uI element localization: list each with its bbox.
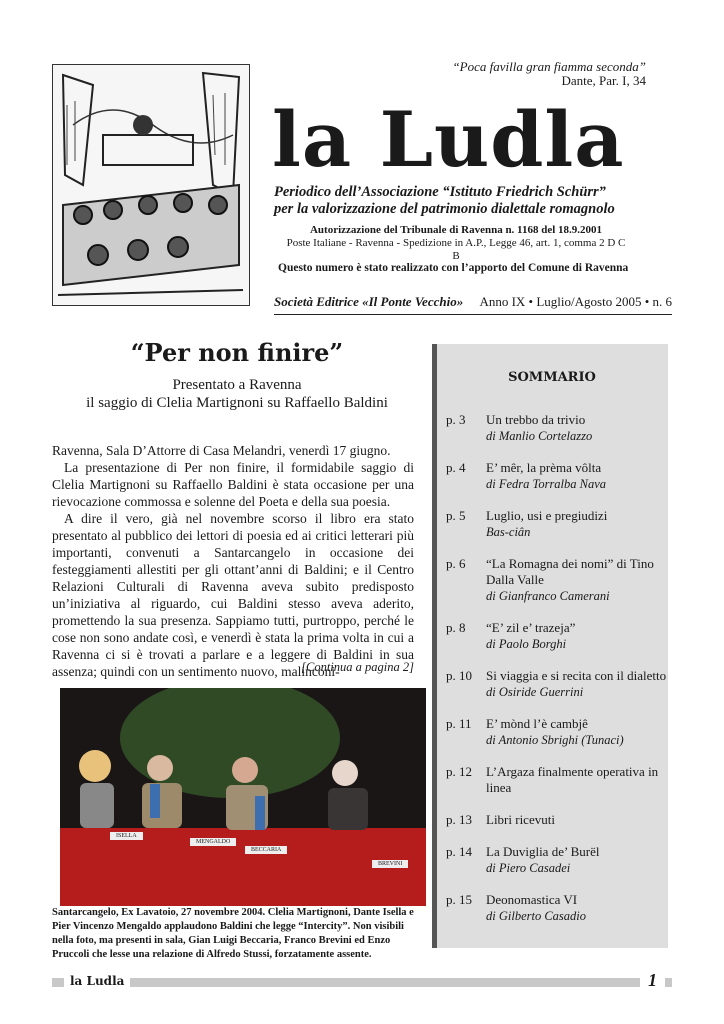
toc-item[interactable] [446, 716, 668, 748]
toc-title: E’ mêr, la prèma vôlta [486, 460, 602, 475]
toc-item[interactable] [446, 812, 668, 828]
kicker-line-1: Presentato a Ravenna [172, 377, 302, 393]
toc-item[interactable] [446, 508, 668, 540]
toc-title: Si viaggia e si recita con il dialetto [486, 668, 667, 683]
toc-item[interactable] [446, 764, 668, 796]
toc-item[interactable] [446, 668, 668, 700]
motto-source: Dante, Par. I, 34 [561, 73, 646, 88]
toc-title: “E’ zil e’ trazeja” [486, 620, 576, 635]
toc-item[interactable] [446, 412, 668, 444]
toc-author: di Manlio Cortelazzo [486, 429, 593, 443]
article-paragraph: Ravenna, Sala D’Attorre di Casa Melandri, venerdì 17 giugno. [52, 443, 391, 458]
toc-author: di Piero Casadei [486, 861, 571, 875]
toc-item[interactable] [446, 556, 668, 604]
masthead-logo: la Ludla [272, 95, 625, 184]
toc-page: p. 15 [446, 892, 472, 907]
toc-title: Deonomastica VI [486, 892, 578, 907]
toc-author: di Fedra Torralba Nava [486, 477, 607, 491]
sponsor-note: Questo numero è stato realizzato con l’apporto del Comune di Ravenna [278, 262, 629, 274]
masthead-illustration [52, 64, 250, 306]
placard-mengaldo: MENGALDO [190, 838, 236, 846]
toc-page: p. 8 [446, 620, 466, 635]
event-photo [60, 688, 426, 906]
table-of-contents [446, 412, 668, 940]
article-headline: “Per non finire” [130, 338, 344, 367]
subtitle-line-2: per la valorizzazione del patrimonio dialettale romagnolo [274, 201, 615, 217]
publisher: Società Editrice «Il Ponte Vecchio» [274, 294, 464, 309]
toc-item[interactable] [446, 620, 668, 652]
toc-page: p. 10 [446, 668, 472, 683]
toc-author: di Antonio Sbrighi (Tunaci) [486, 733, 624, 747]
toc-title: Un trebbo da trivio [486, 412, 586, 427]
masthead-subtitle [274, 184, 615, 218]
toc-page: p. 4 [446, 460, 466, 475]
placard-isella: ISELLA [110, 832, 143, 840]
subtitle-line-1: Periodico dell’Associazione “Istituto Friedrich Schürr” [274, 184, 606, 200]
motto [452, 60, 646, 88]
toc-page: p. 14 [446, 844, 472, 859]
toc-title: Libri ricevuti [486, 812, 555, 827]
issue-info: Anno IX • Luglio/Agosto 2005 • n. 6 [479, 294, 672, 309]
motto-quote: “Poca favilla gran fiamma seconda” [452, 59, 646, 74]
article-paragraph: La presentazione di Per non finire, il formidabile saggio di Clelia Martignoni su Raffaello Baldini è stata occasione per una rievocazione commossa e solenne del Poeta e della sua poesia. [52, 460, 414, 509]
footer-bar [52, 978, 672, 987]
toc-title: “La Romagna dei nomi” di Tino Dalla Valle [486, 556, 654, 587]
toc-author: di Osiride Guerrini [486, 685, 584, 699]
toc-author: di Gilberto Casadio [486, 909, 587, 923]
publisher-row [274, 294, 672, 315]
article-paragraph: A dire il vero, già nel novembre scorso il libro era stato presentato al pubblico dei lettori di poesia ed ai critici letterari più importanti, convenuti a Santarcangelo in occasione dei festeggiamenti allestiti per gli ottant’anni di Baldini; e il Centro Relazioni Culturali di Ravenna aveva subito predisposto un’iniziativa al riguardo, cui Baldini stesso aveva aderito, promettendo la sua presenza. Sappiamo tutti, purtroppo, perché le cose non sono andate così, e venerdì è stata la prima volta in cui a Ravenna ci si è trovati a parlare e a leggere di Baldini in sua assenza; quindi con un sentimento nuovo, malinconi- [52, 511, 414, 679]
toc-page: p. 11 [446, 716, 472, 731]
toc-title: E’ mònd l’è cambjê [486, 716, 588, 731]
toc-title: Luglio, usi e pregiudizi [486, 508, 608, 523]
authorization-text: Autorizzazione del Tribunale di Ravenna n. 1168 del 18.9.2001 [309, 224, 603, 236]
article-body [52, 442, 414, 680]
toc-page: p. 5 [446, 508, 466, 523]
placard-beccaria: BECCARIA [245, 846, 287, 854]
toc-author: Bas-ciân [486, 525, 531, 539]
toc-page: p. 13 [446, 812, 472, 827]
footer-logo: la Ludla [64, 974, 130, 988]
page-number: 1 [640, 970, 665, 991]
toc-page: p. 6 [446, 556, 466, 571]
article-kicker [52, 376, 422, 412]
kicker-line-2: il saggio di Clelia Martignoni su Raffaello Baldini [86, 395, 388, 411]
placard-brevini: BREVINI [372, 860, 408, 868]
continue-link[interactable]: [Continua a pagina 2] [301, 660, 414, 674]
sommario-edge [432, 344, 437, 948]
postal-text: Poste Italiane - Ravenna - Spedizione in A.P., Legge 46, art. 1, comma 2 D C B [286, 237, 626, 262]
authorization-block [286, 224, 626, 263]
toc-item[interactable] [446, 844, 668, 876]
toc-author: di Gianfranco Camerani [486, 589, 610, 603]
sommario-title: SOMMARIO [508, 370, 596, 385]
toc-page: p. 12 [446, 764, 472, 779]
toc-page: p. 3 [446, 412, 466, 427]
toc-item[interactable] [446, 460, 668, 492]
toc-item[interactable] [446, 892, 668, 924]
toc-title: La Duviglia de’ Burël [486, 844, 600, 859]
photo-caption: Santarcangelo, Ex Lavatoio, 27 novembre 2004. Clelia Martignoni, Dante Isella e Pier Vincenzo Mengaldo applaudono Baldini che legge “Intercity”. Non visibili nella foto, ma presenti in sala, Gian Luigi Beccaria, Franco Brevini ed Enzo Pruccoli che lesse una relazione di Alfredo Stussi, forzatamente assente. [52, 907, 414, 960]
toc-author: di Paolo Borghi [486, 637, 567, 651]
toc-title: L’Argaza finalmente operativa in linea [486, 764, 659, 795]
